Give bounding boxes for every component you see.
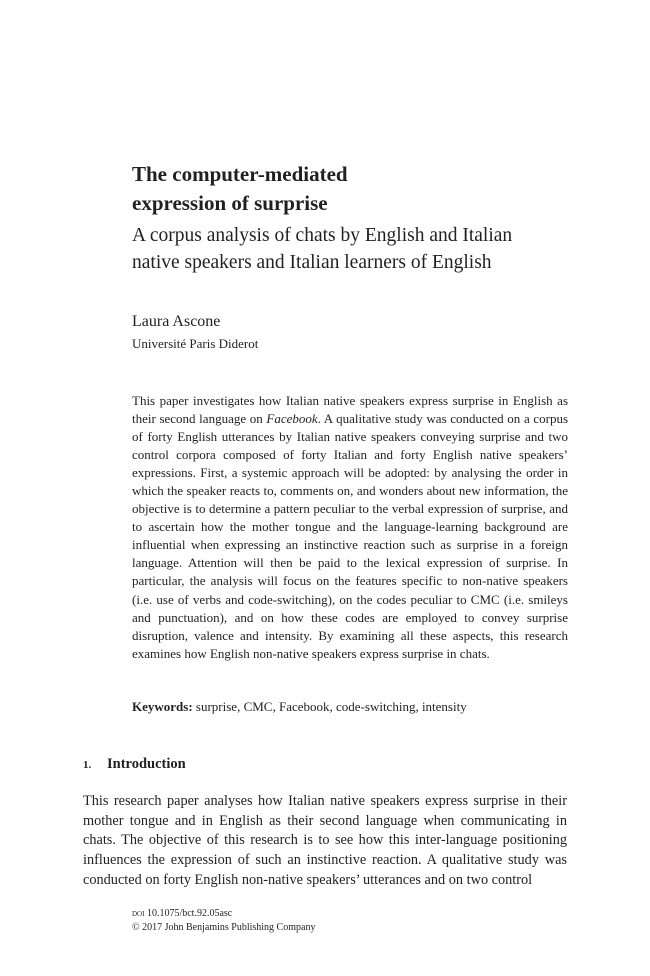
author-affiliation: Université Paris Diderot [132,336,259,351]
article-title-line-1: The computer-mediated [132,162,348,186]
article-subtitle-line-2: native speakers and Italian learners of English [132,252,492,273]
abstract-facebook-italic: Facebook [266,411,318,427]
abstract-text-start: This paper investigates how Italian native speakers express surprise in English as their second language on [132,393,568,427]
article-title [132,160,462,218]
page-footer [132,907,315,934]
keywords-values: surprise, CMC, Facebook, code-switching, intensity [195,699,467,714]
doi-value: 10.1075/bct.92.05asc [146,908,233,919]
copyright-line: © 2017 John Benjamins Publishing Company [132,921,316,933]
doi-label: doi [132,908,145,919]
section-number: 1. [83,759,92,771]
author-name: Laura Ascone [132,313,221,330]
article-subtitle-line-1: A corpus analysis of chats by English and Italian [132,225,513,246]
keywords-label: Keywords: [132,699,193,714]
introduction-paragraph: This research paper analyses how Italian native speakers express surprise in their mother tongue and in English as their second language when communicating in chats. The objective of this research is to see how this inter-language positioning influences the expression of such an instinctive reaction. A qualitative study was conducted on forty English non-native speakers’ utterances and on two control [83,793,567,888]
abstract-text-rest: . A qualitative study was conducted on a corpus of forty English utterances by Italian native speakers conveying surprise and two control corpora composed of forty Italian and forty English native speakers’ expressions. First, a systemic approach will be adopted: by analysing the order in which the speaker reacts to, comments on, and wonders about new information, the objective is to determine a pattern peculiar to the verbal expression of surprise, and to ascertain how the mother tongue and the language-learning background are influential when expressing an instinctive reaction such as surprise in a foreign language. Attention will then be paid to the lexical expression of surprise. In particular, the analysis will focus on the features specific to non-native speakers (i.e. use of verbs and code-switching), on the codes peculiar to CMC (i.e. smileys and punctuation), and on how these codes are employed to convey surprise disruption, valence and intensity. By examining all these aspects, this research examines how English non-native speakers express surprise in chats. [132,411,569,661]
abstract [132,392,568,663]
article-subtitle [132,222,552,276]
doi-line [132,907,315,921]
article-title-line-2: expression of surprise [132,191,328,215]
keywords [132,698,568,716]
section-title: Introduction [107,756,186,772]
section-heading-introduction [83,754,186,775]
